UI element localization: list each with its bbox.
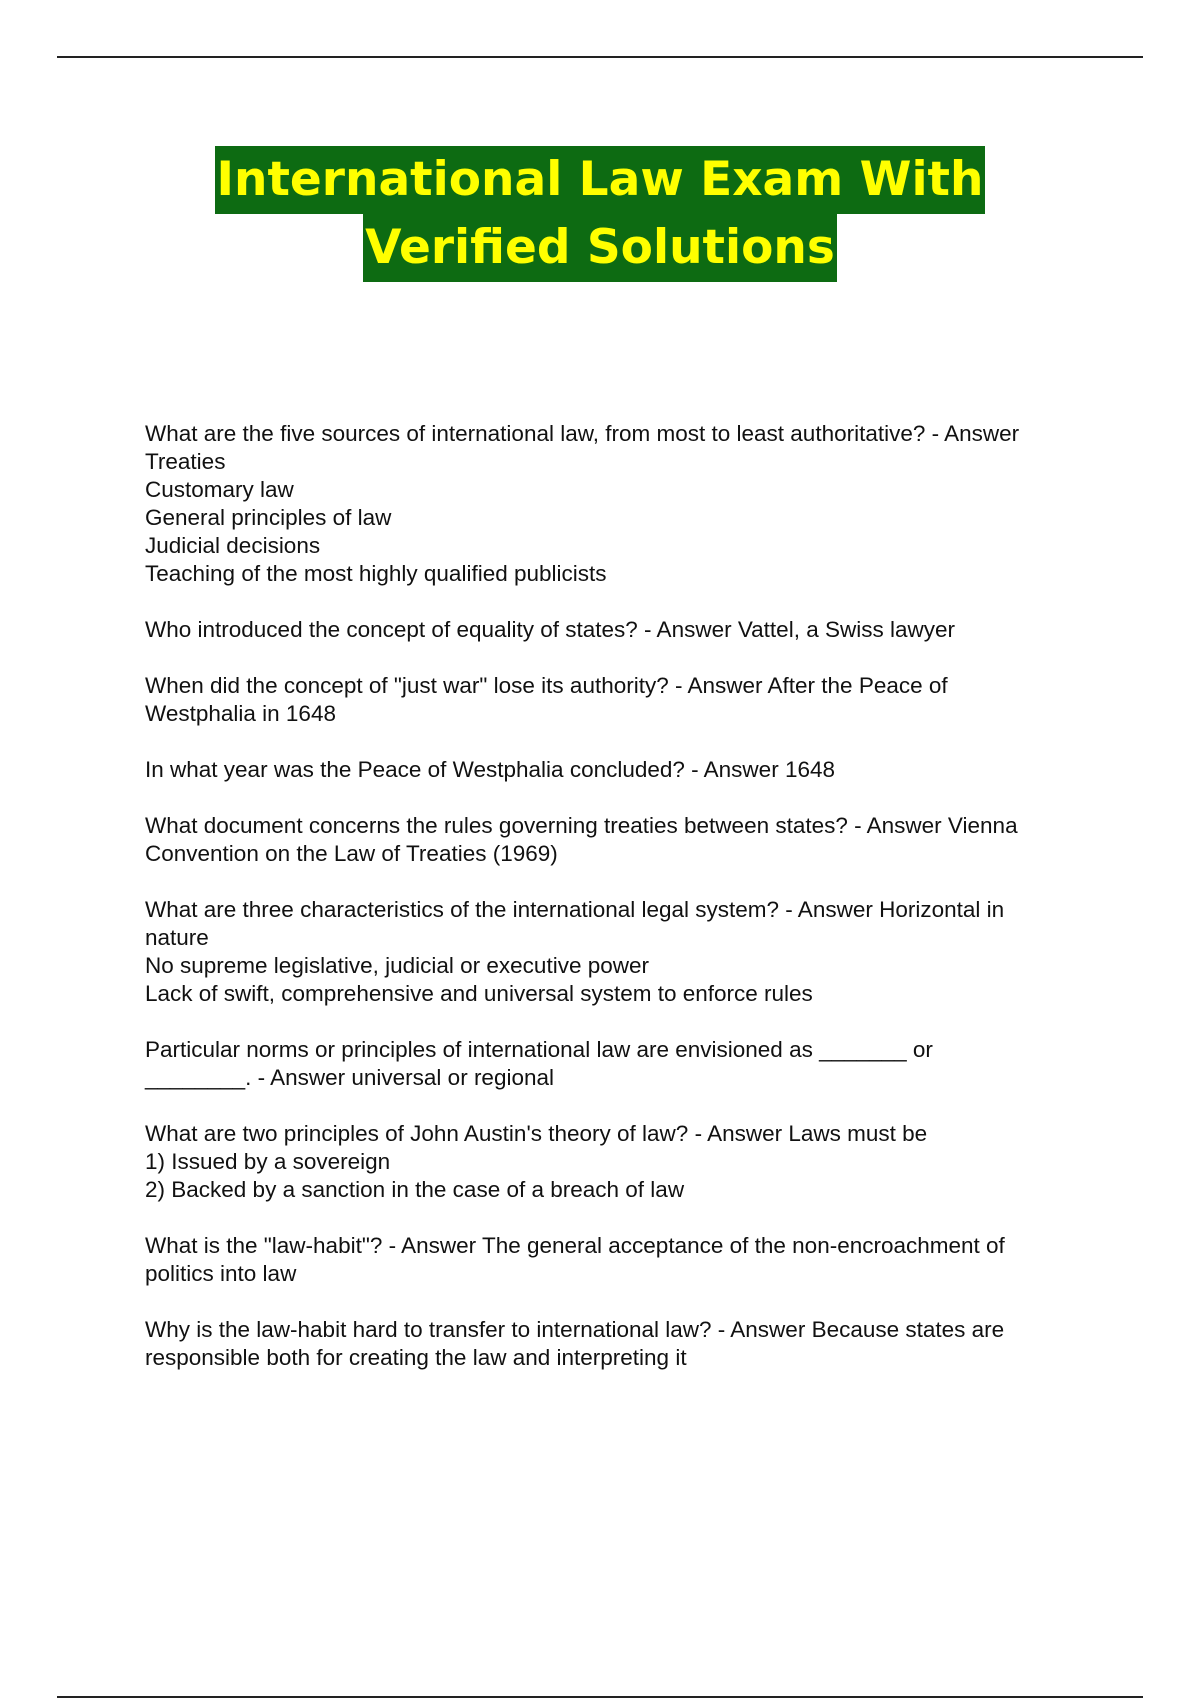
qa-line: What are the five sources of international law, from most to least authoritative? - Answer [145,421,1020,446]
qa-line: No supreme legislative, judicial or executive power [145,953,649,978]
qa-item-9 [145,1232,1105,1288]
qa-line: 1) Issued by a sovereign [145,1149,391,1174]
qa-line: Particular norms or principles of international law are envisioned as _______ or [145,1037,933,1062]
qa-line: Westphalia in 1648 [145,701,336,726]
qa-line: Convention on the Law of Treaties (1969) [145,841,558,866]
document-title [0,146,1200,282]
qa-line: What are two principles of John Austin's theory of law? - Answer Laws must be [145,1121,928,1146]
qa-list [145,420,1105,1400]
qa-line: When did the concept of "just war" lose its authority? - Answer After the Peace of [145,673,948,698]
page-top-rule [57,56,1143,58]
qa-line: What is the "law-habit"? - Answer The general acceptance of the non-encroachment of [145,1233,1005,1258]
qa-item-10 [145,1316,1105,1372]
qa-line: 2) Backed by a sanction in the case of a breach of law [145,1177,685,1202]
qa-item-5 [145,812,1105,868]
qa-line: ________. - Answer universal or regional [145,1065,554,1090]
qa-line: Treaties [145,449,226,474]
qa-item-3 [145,672,1105,728]
qa-item-6 [145,896,1105,1008]
qa-line: Why is the law-habit hard to transfer to international law? - Answer Because states are [145,1317,1005,1342]
qa-line: Judicial decisions [145,533,321,558]
qa-item-1 [145,420,1105,588]
qa-line: What document concerns the rules governing treaties between states? - Answer Vienna [145,813,1018,838]
qa-line: What are three characteristics of the international legal system? - Answer Horizontal in [145,897,1005,922]
qa-line: Who introduced the concept of equality of states? - Answer Vattel, a Swiss lawyer [145,617,955,642]
qa-line: nature [145,925,209,950]
qa-line: Customary law [145,477,294,502]
title-line-2: Verified Solutions [363,214,837,282]
qa-item-4 [145,756,1105,784]
qa-line: Teaching of the most highly qualified publicists [145,561,607,586]
qa-line: General principles of law [145,505,392,530]
qa-line: In what year was the Peace of Westphalia concluded? - Answer 1648 [145,757,835,782]
qa-line: responsible both for creating the law and interpreting it [145,1345,687,1370]
qa-item-7 [145,1036,1105,1092]
qa-line: Lack of swift, comprehensive and universal system to enforce rules [145,981,813,1006]
page-bottom-rule [57,1696,1143,1698]
qa-line: politics into law [145,1261,297,1286]
qa-item-2 [145,616,1105,644]
title-line-1: International Law Exam With [215,146,986,214]
qa-item-8 [145,1120,1105,1204]
